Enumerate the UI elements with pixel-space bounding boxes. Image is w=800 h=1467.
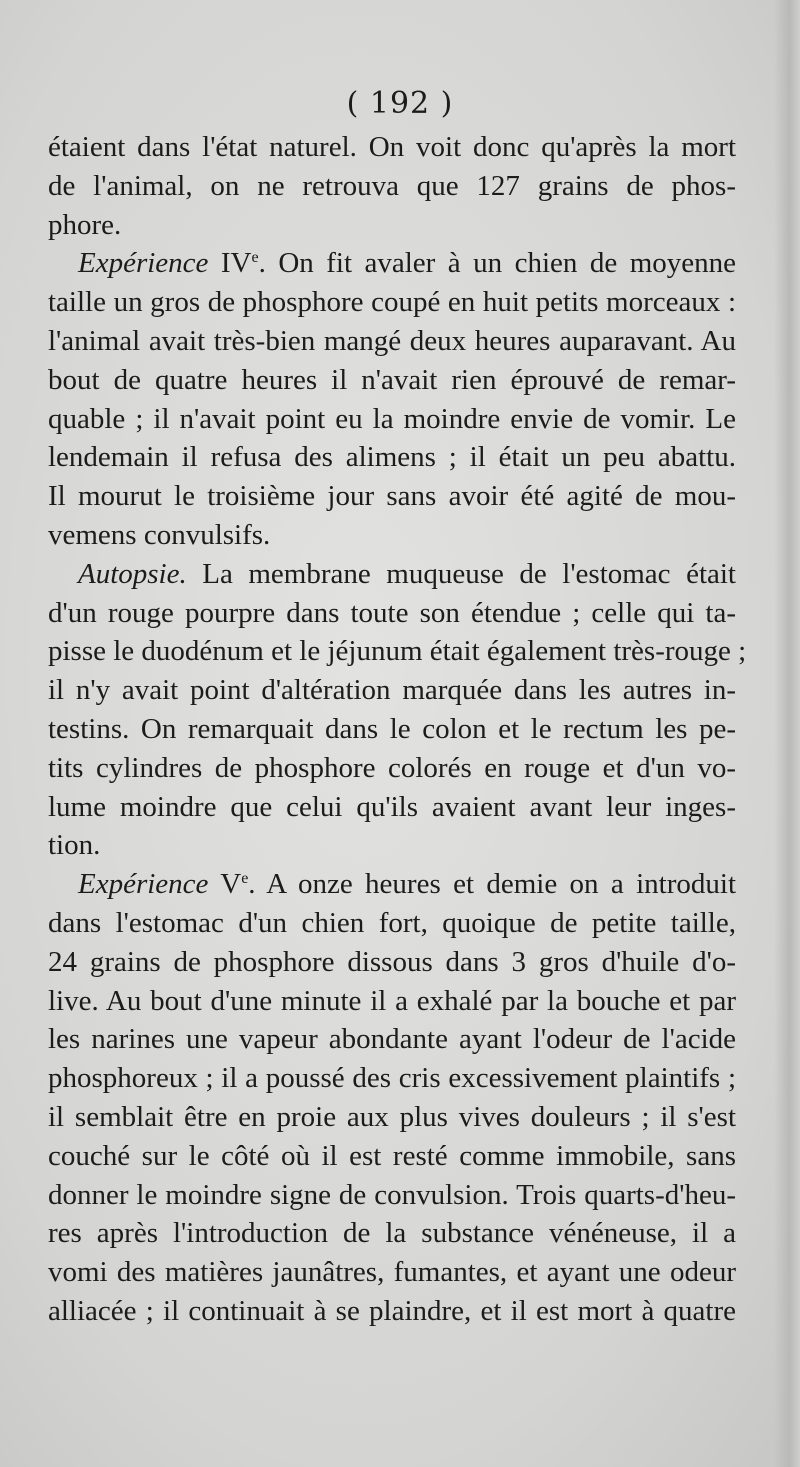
text-segment: vemens convulsifs. bbox=[48, 518, 271, 551]
text-line bbox=[48, 516, 736, 555]
text-line bbox=[48, 1059, 736, 1098]
text-line bbox=[48, 749, 736, 788]
text-line bbox=[48, 1137, 736, 1176]
text-line bbox=[48, 1020, 736, 1059]
text-segment: les narines une vapeur abondante ayant l'odeur de l'acide bbox=[48, 1023, 736, 1056]
text-segment: IV bbox=[208, 247, 252, 280]
text-line bbox=[48, 206, 736, 245]
text-line bbox=[48, 128, 736, 167]
text-line bbox=[48, 361, 736, 400]
text-segment: dans l'estomac d'un chien fort, quoique de petite taille, bbox=[48, 906, 736, 939]
text-segment: d'un rouge pourpre dans toute son étendue ; celle qui ta- bbox=[48, 596, 736, 629]
page-number: ( 192 ) bbox=[346, 86, 454, 121]
text-line bbox=[48, 555, 736, 594]
text-line bbox=[48, 982, 736, 1021]
text-line bbox=[48, 438, 736, 477]
text-segment: phore. bbox=[48, 208, 122, 241]
text-segment: quable ; il n'avait point eu la moindre envie de vomir. Le bbox=[48, 402, 736, 435]
text-line bbox=[48, 167, 736, 206]
text-line bbox=[48, 1292, 736, 1331]
text-line bbox=[48, 1214, 736, 1253]
text-segment: l'animal avait très-bien mangé deux heures auparavant. Au bbox=[48, 324, 736, 357]
text-line bbox=[48, 632, 747, 671]
text-segment: de l'animal, on ne retrouva que 127 grains de phos- bbox=[48, 169, 736, 202]
text-segment: La membrane muqueuse de l'estomac était bbox=[186, 557, 736, 590]
text-segment: . A onze heures et demie on a introduit bbox=[248, 868, 736, 901]
text-line bbox=[48, 244, 736, 283]
text-segment: lume moindre que celui qu'ils avaient avant leur inges- bbox=[48, 790, 736, 823]
text-segment: alliacée ; il continuait à se plaindre, et il est mort à quatre bbox=[48, 1294, 736, 1327]
text-segment: taille un gros de phosphore coupé en huit petits morceaux : bbox=[48, 286, 736, 319]
text-line bbox=[48, 865, 736, 904]
text-line bbox=[48, 826, 736, 865]
text-segment: donner le moindre signe de convulsion. Trois quarts-d'heu- bbox=[48, 1178, 736, 1211]
text-segment: couché sur le côté où il est resté comme immobile, sans bbox=[48, 1139, 736, 1172]
text-line bbox=[48, 477, 736, 516]
text-line bbox=[48, 594, 736, 633]
text-line bbox=[48, 671, 736, 710]
text-line bbox=[48, 904, 736, 943]
text-segment: tits cylindres de phosphore colorés en rouge et d'un vo- bbox=[48, 751, 736, 784]
text-segment: Il mourut le troisième jour sans avoir été agité de mou- bbox=[48, 480, 736, 513]
text-segment: étaient dans l'état naturel. On voit donc qu'après la mort bbox=[48, 131, 736, 163]
text-line bbox=[48, 710, 736, 749]
text-segment: lendemain il refusa des alimens ; il était un peu abattu. bbox=[48, 441, 736, 474]
text-segment: . On fit avaler à un chien de moyenne bbox=[258, 247, 736, 280]
italic-heading: Expérience bbox=[78, 868, 209, 901]
text-segment: live. Au bout d'une minute il a exhalé par la bouche et par bbox=[48, 984, 736, 1017]
text-segment: phosphoreux ; il a poussé des cris excessivement plaintifs ; bbox=[48, 1062, 736, 1095]
text-segment: testins. On remarquait dans le colon et le rectum les pe- bbox=[48, 712, 736, 745]
text-segment: V bbox=[208, 868, 242, 901]
text-line bbox=[48, 788, 736, 827]
italic-heading: Expérience bbox=[78, 247, 209, 280]
text-line bbox=[48, 1253, 736, 1292]
text-segment: tion. bbox=[48, 829, 101, 862]
text-line bbox=[48, 400, 736, 439]
text-segment: 24 grains de phosphore dissous dans 3 gros d'huile d'o- bbox=[48, 945, 736, 978]
text-segment: vomi des matières jaunâtres, fumantes, et ayant une odeur bbox=[48, 1256, 736, 1289]
text-line bbox=[48, 283, 736, 322]
superscript: e bbox=[251, 249, 259, 267]
text-line bbox=[48, 1098, 736, 1137]
text-segment: res après l'introduction de la substance vénéneuse, il a bbox=[48, 1217, 736, 1250]
page-edge-shadow bbox=[774, 0, 800, 1467]
superscript: e bbox=[241, 870, 249, 888]
text-line bbox=[48, 322, 736, 361]
text-segment: pisse le duodénum et le jéjunum était également très-rouge ; bbox=[48, 635, 747, 668]
text-segment: bout de quatre heures il n'avait rien éprouvé de remar- bbox=[48, 363, 736, 396]
text-segment: il n'y avait point d'altération marquée dans les autres in- bbox=[48, 674, 736, 707]
text-line bbox=[48, 1176, 736, 1215]
text-line bbox=[48, 943, 736, 982]
italic-heading: Autopsie. bbox=[78, 557, 187, 590]
body-text bbox=[48, 128, 747, 1331]
text-segment: il semblait être en proie aux plus vives douleurs ; il s'est bbox=[48, 1100, 736, 1133]
